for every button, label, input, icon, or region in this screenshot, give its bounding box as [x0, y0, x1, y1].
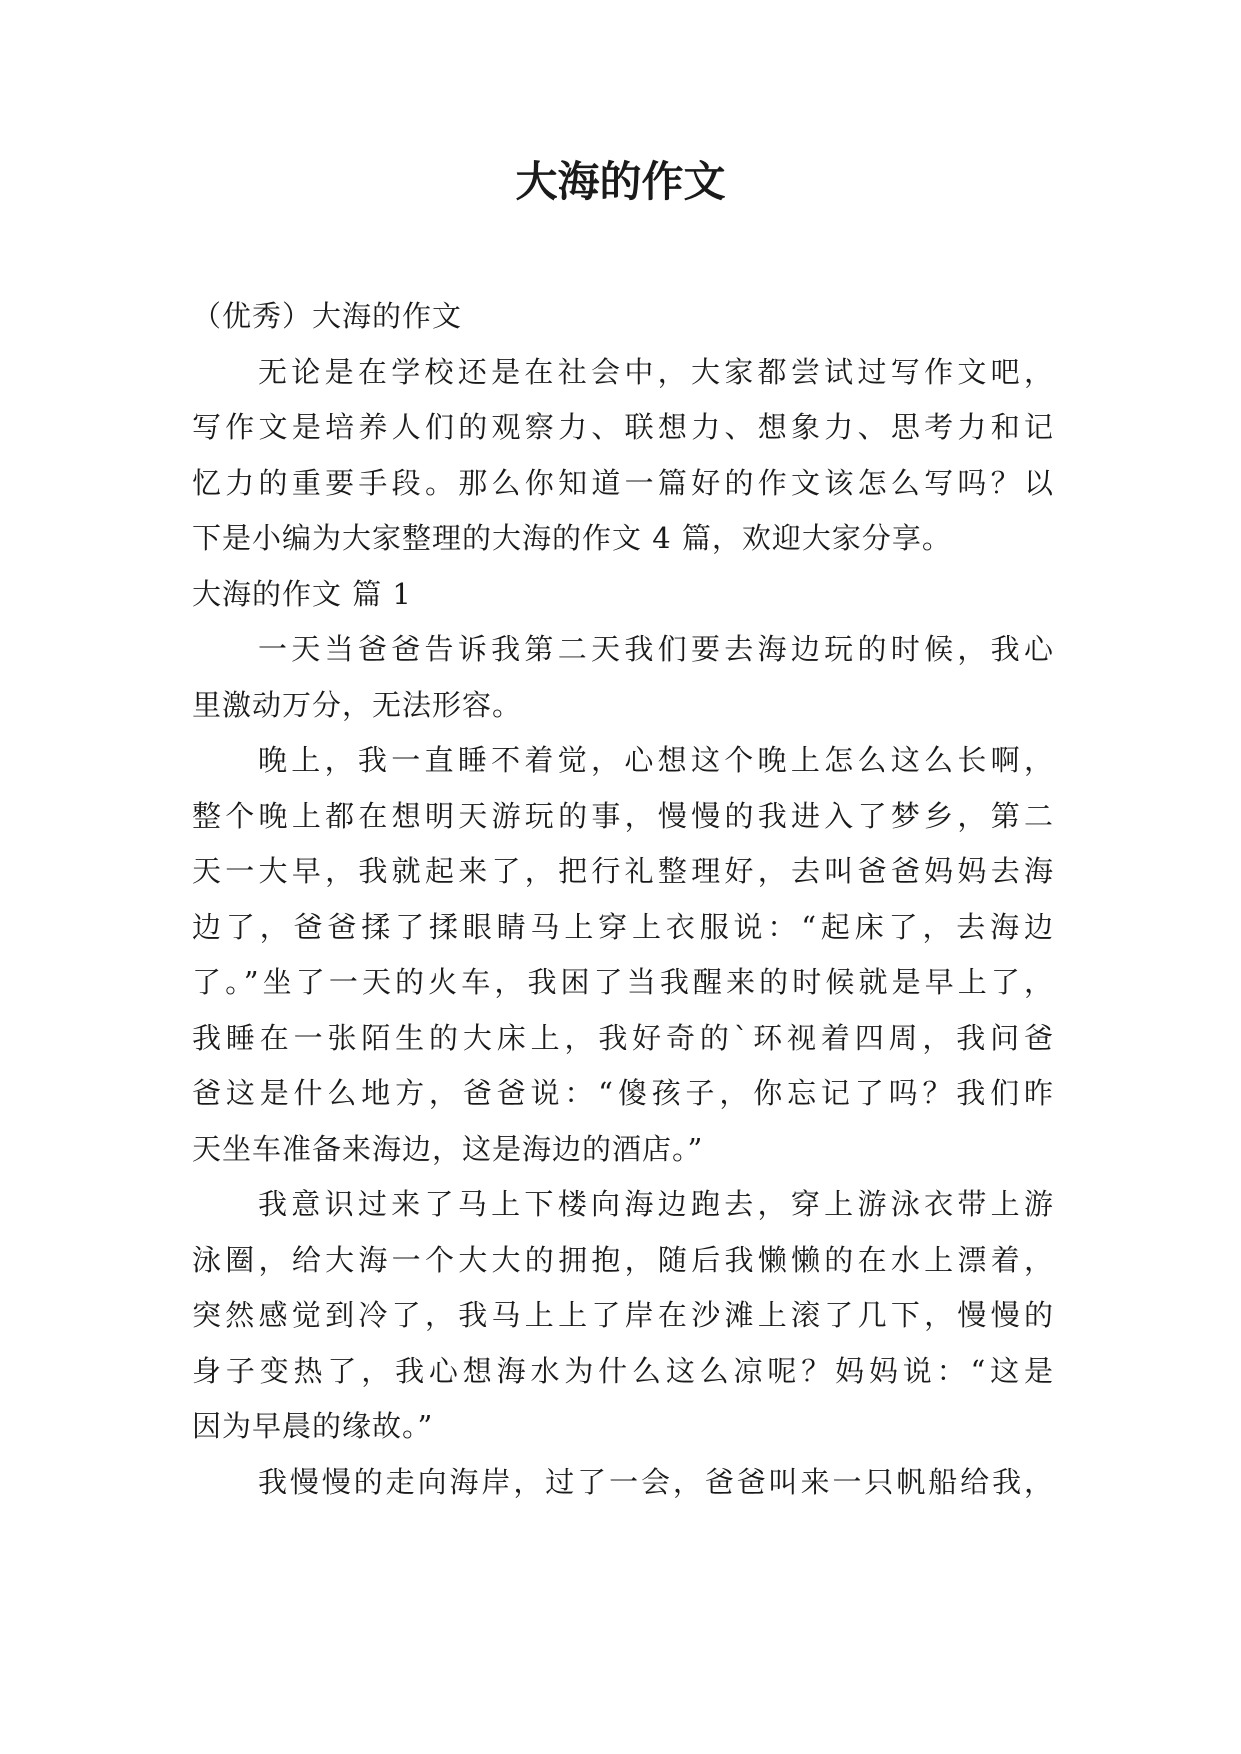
text-line: 天一大早，我就起来了，把行礼整理好，去叫爸爸妈妈去海 [192, 854, 1054, 888]
document-title: 大海的作文 [515, 157, 726, 206]
text-line: 了。”坐了一天的火车，我困了当我醒来的时候就是早上了， [192, 965, 1054, 999]
text-line: 一天当爸爸告诉我第二天我们要去海边玩的时候，我心 [258, 632, 1054, 666]
text-line: 无论是在学校还是在社会中，大家都尝试过写作文吧， [258, 354, 1054, 389]
text-line: 边了，爸爸揉了揉眼睛马上穿上衣服说：“起床了，去海边 [192, 909, 1054, 944]
paragraph-4 [192, 1455, 1054, 1511]
text-line: 身子变热了，我心想海水为什么这么凉呢？妈妈说：“这是 [192, 1353, 1054, 1388]
paragraph-intro [192, 345, 1054, 567]
text-line: 写作文是培养人们的观察力、联想力、想象力、思考力和记 [192, 410, 1054, 444]
text-line: 下是小编为大家整理的大海的作文 4 篇，欢迎大家分享。 [192, 521, 952, 555]
paragraph-3 [192, 1177, 1054, 1455]
text-line: 忆力的重要手段。那么你知道一篇好的作文该怎么写吗？以 [192, 465, 1054, 500]
paragraph-1 [192, 622, 1054, 733]
paragraph-2 [192, 733, 1054, 1177]
subtitle-line: （优秀）大海的作文 [192, 299, 463, 333]
text-line: 因为早晨的缘故。” [192, 1409, 434, 1443]
text-line: 我睡在一张陌生的大床上，我好奇的`环视着四周，我问爸 [192, 1020, 1054, 1055]
text-line: 天坐车准备来海边，这是海边的酒店。” [192, 1131, 704, 1166]
text-line: 晚上，我一直睡不着觉，心想这个晚上怎么这么长啊， [258, 743, 1054, 777]
text-line: 整个晚上都在想明天游玩的事，慢慢的我进入了梦乡，第二 [192, 798, 1054, 833]
text-line: 我慢慢的走向海岸，过了一会，爸爸叫来一只帆船给我， [258, 1464, 1054, 1499]
text-line: 突然感觉到冷了，我马上上了岸在沙滩上滚了几下，慢慢的 [192, 1298, 1054, 1332]
text-line: 我意识过来了马上下楼向海边跑去，穿上游泳衣带上游 [258, 1187, 1054, 1221]
text-line: 泳圈，给大海一个大大的拥抱，随后我懒懒的在水上漂着， [192, 1242, 1054, 1277]
text-line: 爸这是什么地方，爸爸说：“傻孩子，你忘记了吗？我们昨 [192, 1076, 1054, 1110]
text-line: 里激动万分，无法形容。 [192, 687, 523, 722]
document-body [192, 289, 1054, 1510]
section-heading: 大海的作文 篇 1 [192, 576, 412, 611]
